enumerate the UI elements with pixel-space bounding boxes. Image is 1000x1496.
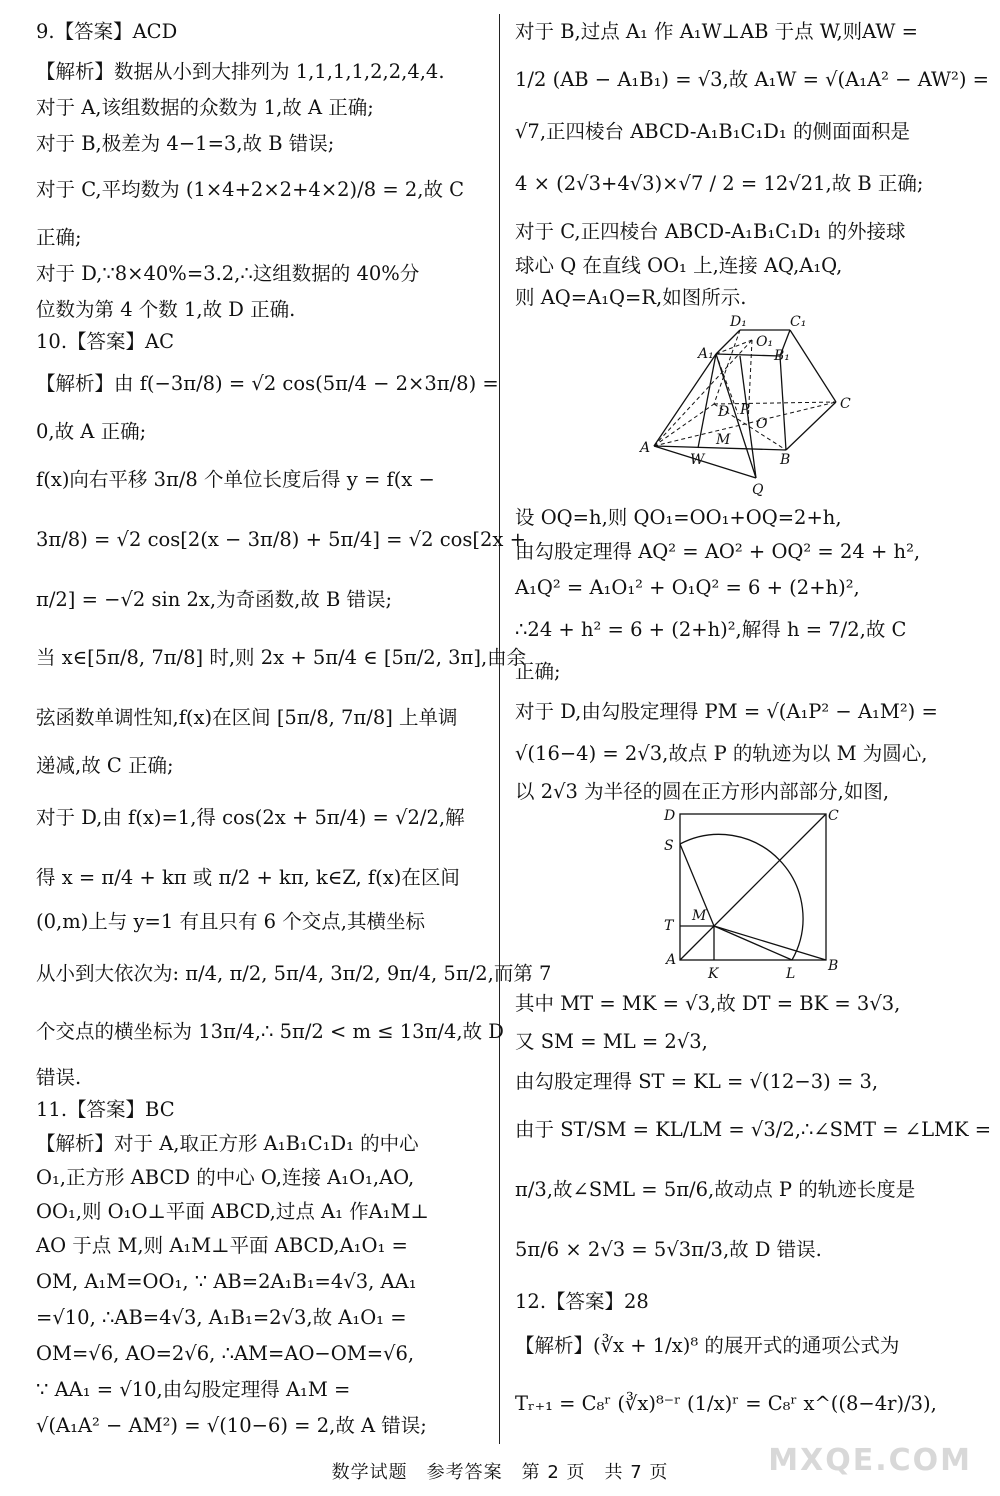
- fig1-label-P: P: [740, 402, 750, 418]
- fig2-label-A: A: [666, 952, 677, 968]
- text-line-q10-l8: 递减,故 C 正确;: [36, 754, 174, 777]
- watermark-text: MXQE.COM: [768, 1443, 972, 1478]
- fig1-label-O: O: [756, 416, 768, 432]
- text-line-q11-r4: 4 × (2√3+4√3)×√7 / 2 = 12√21,故 B 正确;: [515, 172, 924, 195]
- fig2-label-K: K: [708, 966, 719, 982]
- text-line-q12-l2: Tᵣ₊₁ = C₈ʳ (∛x)⁸⁻ʳ (1/x)ʳ = C₈ʳ x^((8−4r)/3),: [515, 1392, 937, 1415]
- text-line-q10-l14: 错误.: [36, 1066, 82, 1089]
- fig1-label-Q: Q: [752, 482, 764, 498]
- fig1-label-O1: O₁: [756, 334, 774, 350]
- text-line-q10-l5: π/2] = −√2 sin 2x,为奇函数,故 B 错误;: [36, 588, 393, 611]
- text-line-q11-r7: 则 AQ=A₁Q=R,如图所示.: [515, 286, 747, 309]
- text-line-q10-l12: 从小到大依次为: π/4, π/2, 5π/4, 3π/2, 9π/4, 5π/2,而第 7: [36, 962, 552, 985]
- text-line-q11-l1: 【解析】对于 A,取正方形 A₁B₁C₁D₁ 的中心: [36, 1132, 419, 1155]
- fig1-label-B1: B₁: [774, 348, 790, 364]
- text-line-q11-r11: ∴24 + h² = 6 + (2+h)²,解得 h = 7/2,故 C: [515, 618, 907, 641]
- text-line-q11-l7: OM=√6, AO=2√6, ∴AM=AO−OM=√6,: [36, 1342, 415, 1365]
- fig1-label-W: W: [690, 452, 705, 468]
- fig2-label-M: M: [692, 908, 707, 924]
- text-line-q11-r20: π/3,故∠SML = 5π/6,故动点 P 的轨迹长度是: [515, 1178, 916, 1201]
- fig2-label-S: S: [664, 838, 674, 854]
- text-line-q11-l2: O₁,正方形 ABCD 的中心 O,连接 A₁O₁,AO,: [36, 1166, 415, 1189]
- fig1-label-B: B: [780, 452, 791, 468]
- text-line-q11-r5: 对于 C,正四棱台 ABCD-A₁B₁C₁D₁ 的外接球: [515, 220, 906, 243]
- text-line-q11-l8: ∵ AA₁ = √10,由勾股定理得 A₁M =: [36, 1378, 351, 1401]
- watermark: [768, 1383, 972, 1478]
- text-line-q11-r18: 由勾股定理得 ST = KL = √(12−3) = 3,: [515, 1070, 879, 1093]
- text-line-q11-l3: OO₁,则 O₁O⊥平面 ABCD,过点 A₁ 作A₁M⊥: [36, 1200, 429, 1223]
- text-line-q10-l13: 个交点的横坐标为 13π/4,∴ 5π/2 < m ≤ 13π/4,故 D: [36, 1020, 504, 1043]
- fig1-label-D: D: [718, 404, 730, 420]
- fig1-label-C: C: [840, 396, 851, 412]
- text-line-q9-l4: 对于 C,平均数为 (1×4+2×2+4×2)/8 = 2,故 C: [36, 178, 465, 201]
- text-line-q9-l7: 位数为第 4 个数 1,故 D 正确.: [36, 298, 296, 321]
- text-line-q11-l9: √(A₁A² − AM²) = √(10−6) = 2,故 A 错误;: [36, 1414, 427, 1437]
- text-line-q11-r8: 设 OQ=h,则 QO₁=OO₁+OQ=2+h,: [515, 506, 842, 529]
- fig1-label-A: A: [640, 440, 651, 456]
- text-line-q11-l5: OM, A₁M=OO₁, ∵ AB=2A₁B₁=4√3, AA₁: [36, 1270, 417, 1293]
- text-line-q11-r13: 对于 D,由勾股定理得 PM = √(A₁P² − A₁M²) =: [515, 700, 938, 723]
- text-line-q10-l3: f(x)向右平移 3π/8 个单位长度后得 y = f(x −: [36, 468, 435, 491]
- fig2-label-L: L: [786, 966, 796, 982]
- text-line-q12-answer: 12.【答案】28: [515, 1290, 649, 1313]
- fig1-label-D1: D₁: [730, 314, 747, 330]
- text-line-q11-r19: 由于 ST/SM = KL/LM = √3/2,∴∠SMT = ∠LMK =: [515, 1118, 992, 1141]
- fig2-label-B: B: [828, 958, 839, 974]
- text-line-q10-l10: 得 x = π/4 + kπ 或 π/2 + kπ, k∈Z, f(x)在区间: [36, 866, 460, 889]
- text-line-q11-r12: 正确;: [515, 660, 561, 683]
- text-line-q9-l1: 【解析】数据从小到大排列为 1,1,1,1,2,2,4,4.: [36, 60, 445, 83]
- text-line-q11-r21: 5π/6 × 2√3 = 5√3π/3,故 D 错误.: [515, 1238, 822, 1261]
- text-line-q10-l2: 0,故 A 正确;: [36, 420, 147, 443]
- text-line-q11-r1: 对于 B,过点 A₁ 作 A₁W⊥AB 于点 W,则AW =: [515, 20, 919, 43]
- text-line-q9-l6: 对于 D,∵8×40%=3.2,∴这组数据的 40%分: [36, 262, 420, 285]
- fig1-label-M: M: [716, 432, 731, 448]
- column-divider: [499, 14, 500, 1444]
- text-line-q11-r3: √7,正四棱台 ABCD-A₁B₁C₁D₁ 的侧面面积是: [515, 120, 910, 143]
- text-line-q11-r14: √(16−4) = 2√3,故点 P 的轨迹为以 M 为圆心,: [515, 742, 928, 765]
- text-line-q11-r6: 球心 Q 在直线 OO₁ 上,连接 AQ,A₁Q,: [515, 254, 843, 277]
- text-line-q10-answer: 10.【答案】AC: [36, 330, 175, 353]
- text-line-q11-r15: 以 2√3 为半径的圆在正方形内部部分,如图,: [515, 780, 890, 803]
- text-line-q10-l1: 【解析】由 f(−3π/8) = √2 cos(5π/4 − 2×3π/8) =: [36, 372, 499, 395]
- page-footer: 数学试题 参考答案 第 2 页 共 7 页: [331, 1462, 669, 1483]
- text-line-q9-l2: 对于 A,该组数据的众数为 1,故 A 正确;: [36, 96, 374, 119]
- text-line-q10-l11: (0,m)上与 y=1 有且只有 6 个交点,其横坐标: [36, 910, 425, 933]
- text-line-q11-r16: 其中 MT = MK = √3,故 DT = BK = 3√3,: [515, 992, 901, 1015]
- text-line-q10-l4: 3π/8) = √2 cos[2(x − 3π/8) + 5π/4] = √2 cos[2x +: [36, 528, 526, 551]
- text-line-q12-l1: 【解析】(∛x + 1/x)⁸ 的展开式的通项公式为: [515, 1334, 900, 1357]
- text-line-q11-answer: 11.【答案】BC: [36, 1098, 175, 1121]
- text-line-q9-l5: 正确;: [36, 226, 82, 249]
- fig2-label-T: T: [664, 918, 674, 934]
- text-line-q10-l7: 弦函数单调性知,f(x)在区间 [5π/8, 7π/8] 上单调: [36, 706, 458, 729]
- fig2-label-D: D: [664, 808, 676, 824]
- text-line-q11-r9: 由勾股定理得 AQ² = AO² + OQ² = 24 + h²,: [515, 540, 921, 563]
- text-line-q10-l6: 当 x∈[5π/8, 7π/8] 时,则 2x + 5π/4 ∈ [5π/2, 3π],由余: [36, 646, 527, 669]
- frustum-figure: [640, 312, 870, 498]
- text-line-q9-l3: 对于 B,极差为 4−1=3,故 B 错误;: [36, 132, 335, 155]
- square-arc-figure: [656, 804, 846, 982]
- text-line-q11-r17: 又 SM = ML = 2√3,: [515, 1030, 708, 1053]
- text-line-q9-answer: 9.【答案】ACD: [36, 20, 178, 43]
- text-line-q11-l6: =√10, ∴AB=4√3, A₁B₁=2√3,故 A₁O₁ =: [36, 1306, 407, 1329]
- text-line-q11-r2: 1/2 (AB − A₁B₁) = √3,故 A₁W = √(A₁A² − AW²) =: [515, 68, 989, 91]
- text-line-q11-l4: AO 于点 M,则 A₁M⊥平面 ABCD,A₁O₁ =: [36, 1234, 408, 1257]
- text-line-q11-r10: A₁Q² = A₁O₁² + O₁Q² = 6 + (2+h)²,: [515, 576, 860, 599]
- text-line-q10-l9: 对于 D,由 f(x)=1,得 cos(2x + 5π/4) = √2/2,解: [36, 806, 465, 829]
- fig2-label-C: C: [828, 808, 839, 824]
- fig1-label-C1: C₁: [790, 314, 807, 330]
- fig1-label-A1: A₁: [698, 346, 714, 362]
